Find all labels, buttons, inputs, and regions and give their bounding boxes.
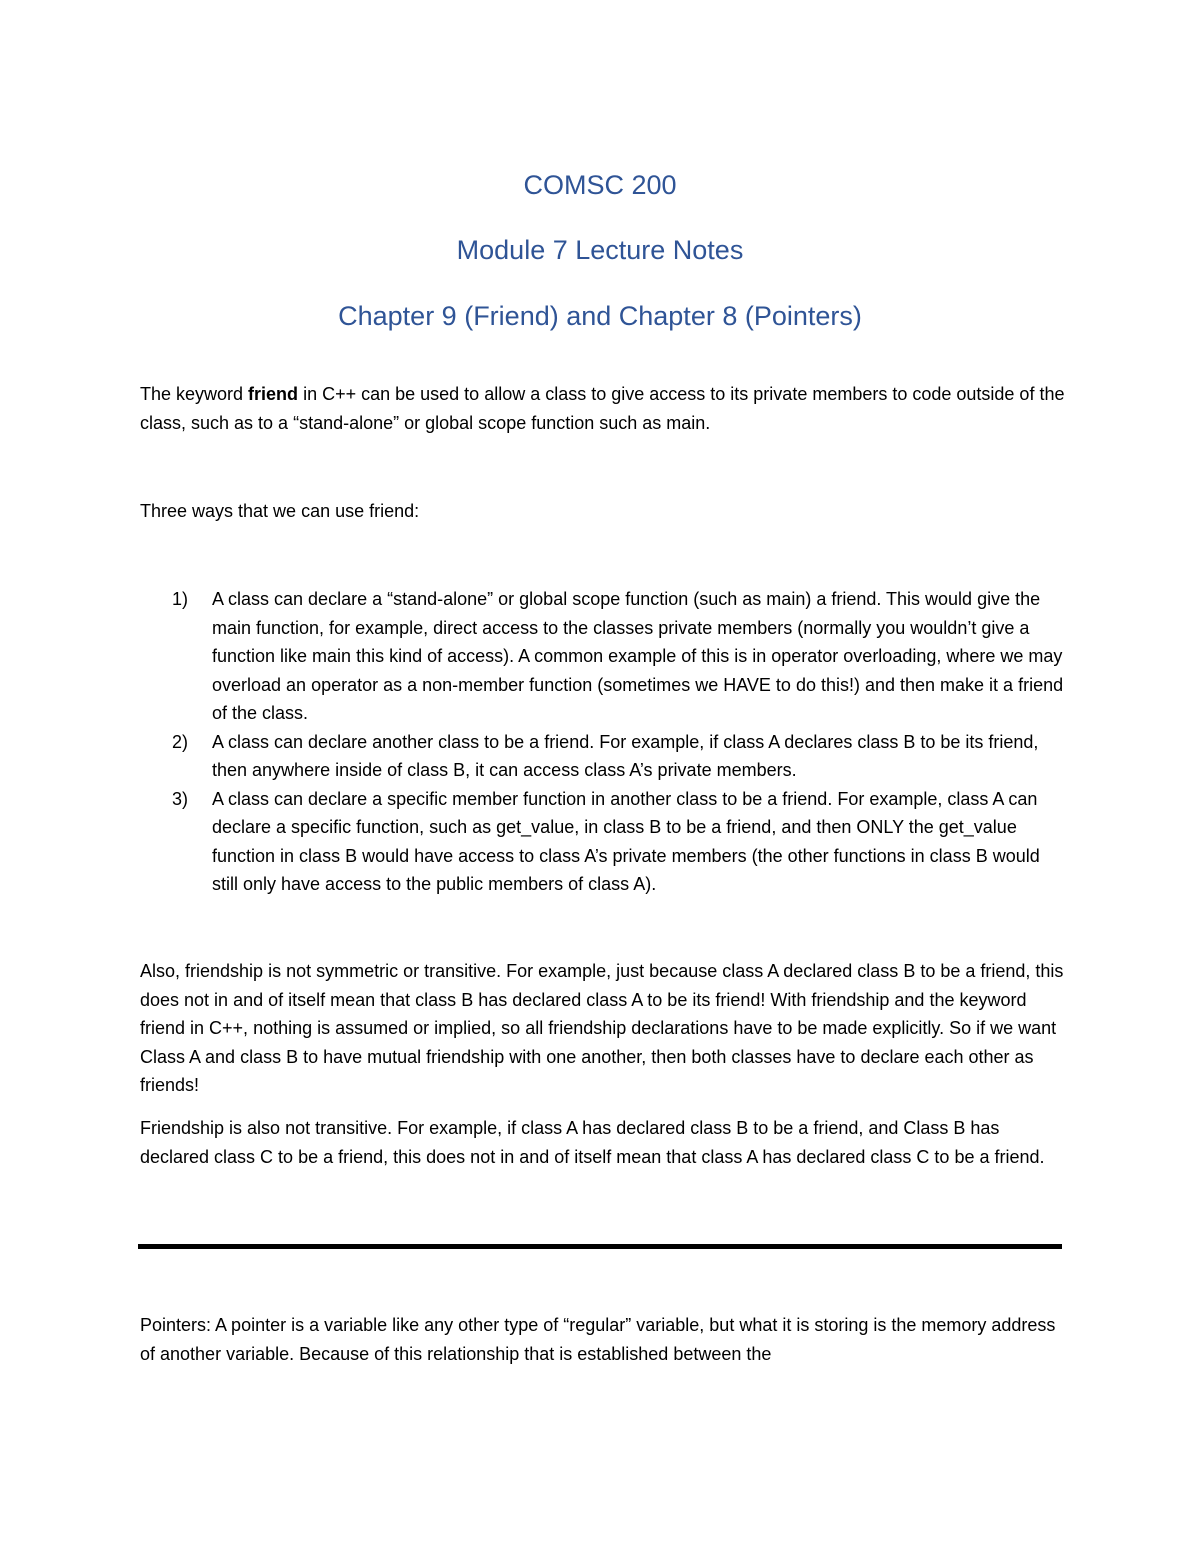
- list-item: [140, 585, 1065, 728]
- list-item-number: 3): [172, 788, 189, 809]
- section-divider: [138, 1244, 1062, 1249]
- course-title: COMSC 200: [523, 170, 677, 200]
- module-title: Module 7 Lecture Notes: [456, 235, 744, 265]
- list-item: [140, 785, 1065, 899]
- list-item-number: 2): [172, 731, 189, 752]
- list-item-text: A class can declare another class to be a friend. For example, if class A declares class B to be its friend, then anywhere inside of class B, it can access class A’s private members.: [212, 731, 1039, 780]
- intro-paragraph: [140, 380, 1065, 437]
- list-item-text: A class can declare a specific member function in another class to be a friend. For example, class A can declare a specific function, such as get_value, in class B to be a friend, and then ONLY the get_value function in class B would have access to class A’s private members (the other functions in class B would still only have access to the public members of class A).: [212, 788, 1040, 894]
- friend-ways-list: [140, 585, 1065, 899]
- three-ways-intro: Three ways that we can use friend:: [140, 501, 420, 521]
- list-item-text: A class can declare a “stand-alone” or global scope function (such as main) a friend. This would give the main function, for example, direct access to the classes private members (normally you wouldn’t give a function like main this kind of access). A common example of this is in operator overloading, where we may overload an operator as a non-member function (sometimes we HAVE to do this!) and then make it a friend of the class.: [212, 589, 1064, 723]
- pointers-paragraph: Pointers: A pointer is a variable like any other type of “regular” variable, but what it is storing is the memory address of another variable. Because of this relationship that is established between the: [140, 1315, 1056, 1364]
- symmetric-paragraph: Also, friendship is not symmetric or transitive. For example, just because class A declared class B to be a friend, this does not in and of itself mean that class B has declared class A to be its friend! With friendship and the keyword friend in C++, nothing is assumed or implied, so all friendship declarations have to be made explicitly. So if we want Class A and class B to have mutual friendship with one another, then both classes have to declare each other as friends!: [140, 961, 1064, 1095]
- intro-text-before: The keyword: [140, 384, 249, 404]
- intro-text-after: in C++ can be used to allow a class to give access to its private members to code outside of the class, such as to a “stand-alone” or global scope function such as main.: [140, 384, 1065, 433]
- friend-keyword: friend: [248, 384, 299, 404]
- transitive-paragraph: Friendship is also not transitive. For example, if class A has declared class B to be a friend, and Class B has declared class C to be a friend, this does not in and of itself mean that class A has declared class C to be a friend.: [140, 1118, 1045, 1167]
- list-item: [140, 728, 1065, 785]
- list-item-number: 1): [172, 589, 189, 609]
- chapter-title: Chapter 9 (Friend) and Chapter 8 (Pointers): [338, 301, 862, 331]
